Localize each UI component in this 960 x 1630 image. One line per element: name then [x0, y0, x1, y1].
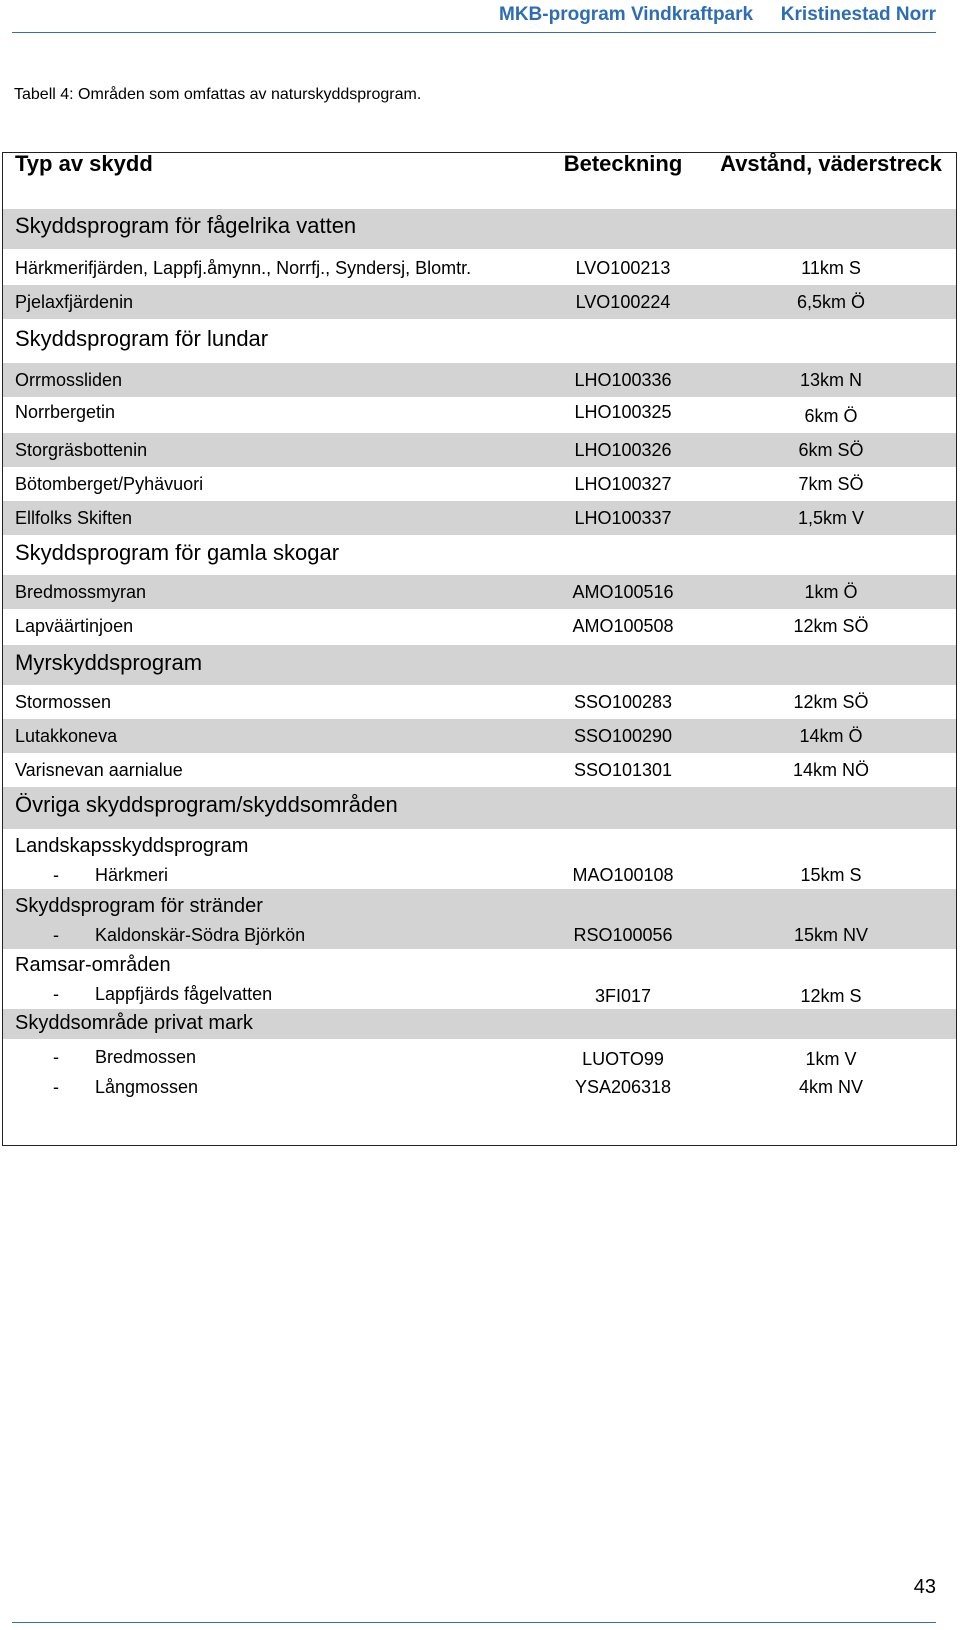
cell-distance: 1km V: [805, 1049, 857, 1069]
cell-name: Bredmossen: [95, 1047, 197, 1067]
cell-distance: 15km S: [800, 865, 862, 885]
cell-code: YSA206318: [574, 1077, 672, 1097]
cell-distance: 4km NV: [798, 1077, 863, 1097]
group-title: Skyddsprogram för stränder: [15, 895, 263, 917]
cell-distance: 6km SÖ: [798, 440, 864, 460]
cell-name: Pjelaxfjärdenin: [15, 292, 134, 312]
cell-code: AMO100508: [572, 616, 674, 636]
cell-name: Lapväärtinjoen: [15, 616, 134, 636]
table-row: [3, 501, 956, 535]
page-header: [12, 0, 936, 33]
table-row: [3, 685, 956, 719]
section-title: Myrskyddsprogram: [15, 650, 203, 675]
cell-name: Bredmossmyran: [15, 582, 147, 602]
cell-distance: 12km SÖ: [793, 616, 869, 636]
table-row: [3, 251, 956, 285]
page-number: 43: [913, 1576, 936, 1598]
bullet-dash: -: [53, 865, 59, 885]
group-row: [3, 1009, 956, 1039]
cell-code: SSO101301: [573, 760, 673, 780]
cell-name: Orrmossliden: [15, 370, 123, 390]
cell-name: Ellfolks Skiften: [15, 508, 133, 528]
cell-code: LHO100325: [574, 402, 672, 422]
cell-distance: 12km S: [800, 986, 862, 1006]
cell-code: LUOTO99: [582, 1049, 664, 1069]
cell-distance: 14km Ö: [799, 726, 863, 746]
cell-name: Lappfjärds fågelvatten: [95, 984, 273, 1004]
section-title: Skyddsprogram för fågelrika vatten: [15, 213, 357, 238]
table-row: [3, 433, 956, 467]
footer-rule: [12, 1622, 936, 1623]
cell-name: Stormossen: [15, 692, 112, 712]
cell-name: Lutakkoneva: [15, 726, 118, 746]
cell-code: SSO100290: [573, 726, 673, 746]
cell-name: Varisnevan aarnialue: [15, 760, 183, 780]
section-title: Skyddsprogram för lundar: [15, 326, 269, 351]
cell-distance: 12km SÖ: [793, 692, 869, 712]
cell-code: LHO100337: [574, 508, 672, 528]
cell-distance: 14km NÖ: [792, 760, 870, 780]
table-row: [3, 753, 956, 787]
header-title-right: Kristinestad Norr: [780, 4, 936, 25]
col-header-type: Typ av skydd: [15, 151, 153, 176]
group-row: [3, 949, 956, 1009]
cell-name: Härkmerifjärden, Lappfj.åmynn., Norrfj., Syndersj, Blomtr.: [15, 258, 472, 278]
cell-distance: 15km NV: [793, 925, 869, 945]
table-row: [3, 575, 956, 609]
table-row: [3, 719, 956, 753]
cell-distance: 1,5km V: [797, 508, 865, 528]
cell-code: LHO100327: [574, 474, 672, 494]
section-title: Övriga skyddsprogram/skyddsområden: [15, 792, 398, 817]
table-row: [3, 285, 956, 319]
cell-code: AMO100516: [572, 582, 674, 602]
bullet-dash: -: [53, 1077, 59, 1097]
bullet-dash: -: [53, 1047, 59, 1067]
cell-code: LHO100326: [574, 440, 672, 460]
cell-name: Härkmeri: [95, 865, 169, 885]
protection-table: [2, 152, 957, 1146]
bullet-dash: -: [53, 984, 59, 1004]
section-title: Skyddsprogram för gamla skogar: [15, 540, 340, 565]
cell-code: LVO100213: [575, 258, 671, 278]
cell-name: Norrbergetin: [15, 402, 116, 422]
group-title: Ramsar-områden: [15, 954, 171, 976]
cell-distance: 6km Ö: [804, 406, 858, 426]
cell-name: Kaldonskär-Södra Björkön: [95, 925, 306, 945]
group-items: [3, 1039, 956, 1147]
cell-code: MAO100108: [572, 865, 674, 885]
cell-name: Bötomberget/Pyhävuori: [15, 474, 204, 494]
cell-code: 3FI017: [594, 986, 652, 1006]
section-row: [3, 209, 956, 249]
cell-code: LVO100224: [575, 292, 671, 312]
cell-distance: 11km S: [801, 258, 861, 278]
header-title-left: MKB-program Vindkraftpark: [499, 4, 754, 25]
cell-distance: 6,5km Ö: [796, 292, 866, 312]
cell-code: RSO100056: [573, 925, 673, 945]
section-row: [3, 535, 956, 575]
cell-code: LHO100336: [574, 370, 672, 390]
table-caption: Tabell 4: Områden som omfattas av naturskyddsprogram.: [14, 86, 422, 103]
cell-distance: 1km Ö: [804, 582, 858, 602]
group-row: [3, 829, 956, 889]
table-row: [3, 467, 956, 501]
section-row: [3, 321, 956, 361]
section-row: [3, 645, 956, 685]
col-header-distance: Avstånd, väderstreck: [720, 151, 942, 176]
cell-name: Långmossen: [95, 1077, 199, 1097]
table-header-row: [3, 153, 956, 211]
table-row: [3, 363, 956, 397]
table-row: [3, 397, 956, 431]
group-title: Landskapsskyddsprogram: [15, 835, 249, 857]
bullet-dash: -: [53, 925, 59, 945]
table-row: [3, 609, 956, 643]
col-header-code: Beteckning: [563, 151, 683, 176]
cell-code: SSO100283: [573, 692, 673, 712]
section-row: [3, 787, 956, 829]
cell-distance: 7km SÖ: [798, 474, 864, 494]
group-title: Skyddsområde privat mark: [15, 1012, 253, 1034]
cell-name: Storgräsbottenin: [15, 440, 148, 460]
cell-distance: 13km N: [799, 370, 862, 390]
group-row: [3, 889, 956, 949]
